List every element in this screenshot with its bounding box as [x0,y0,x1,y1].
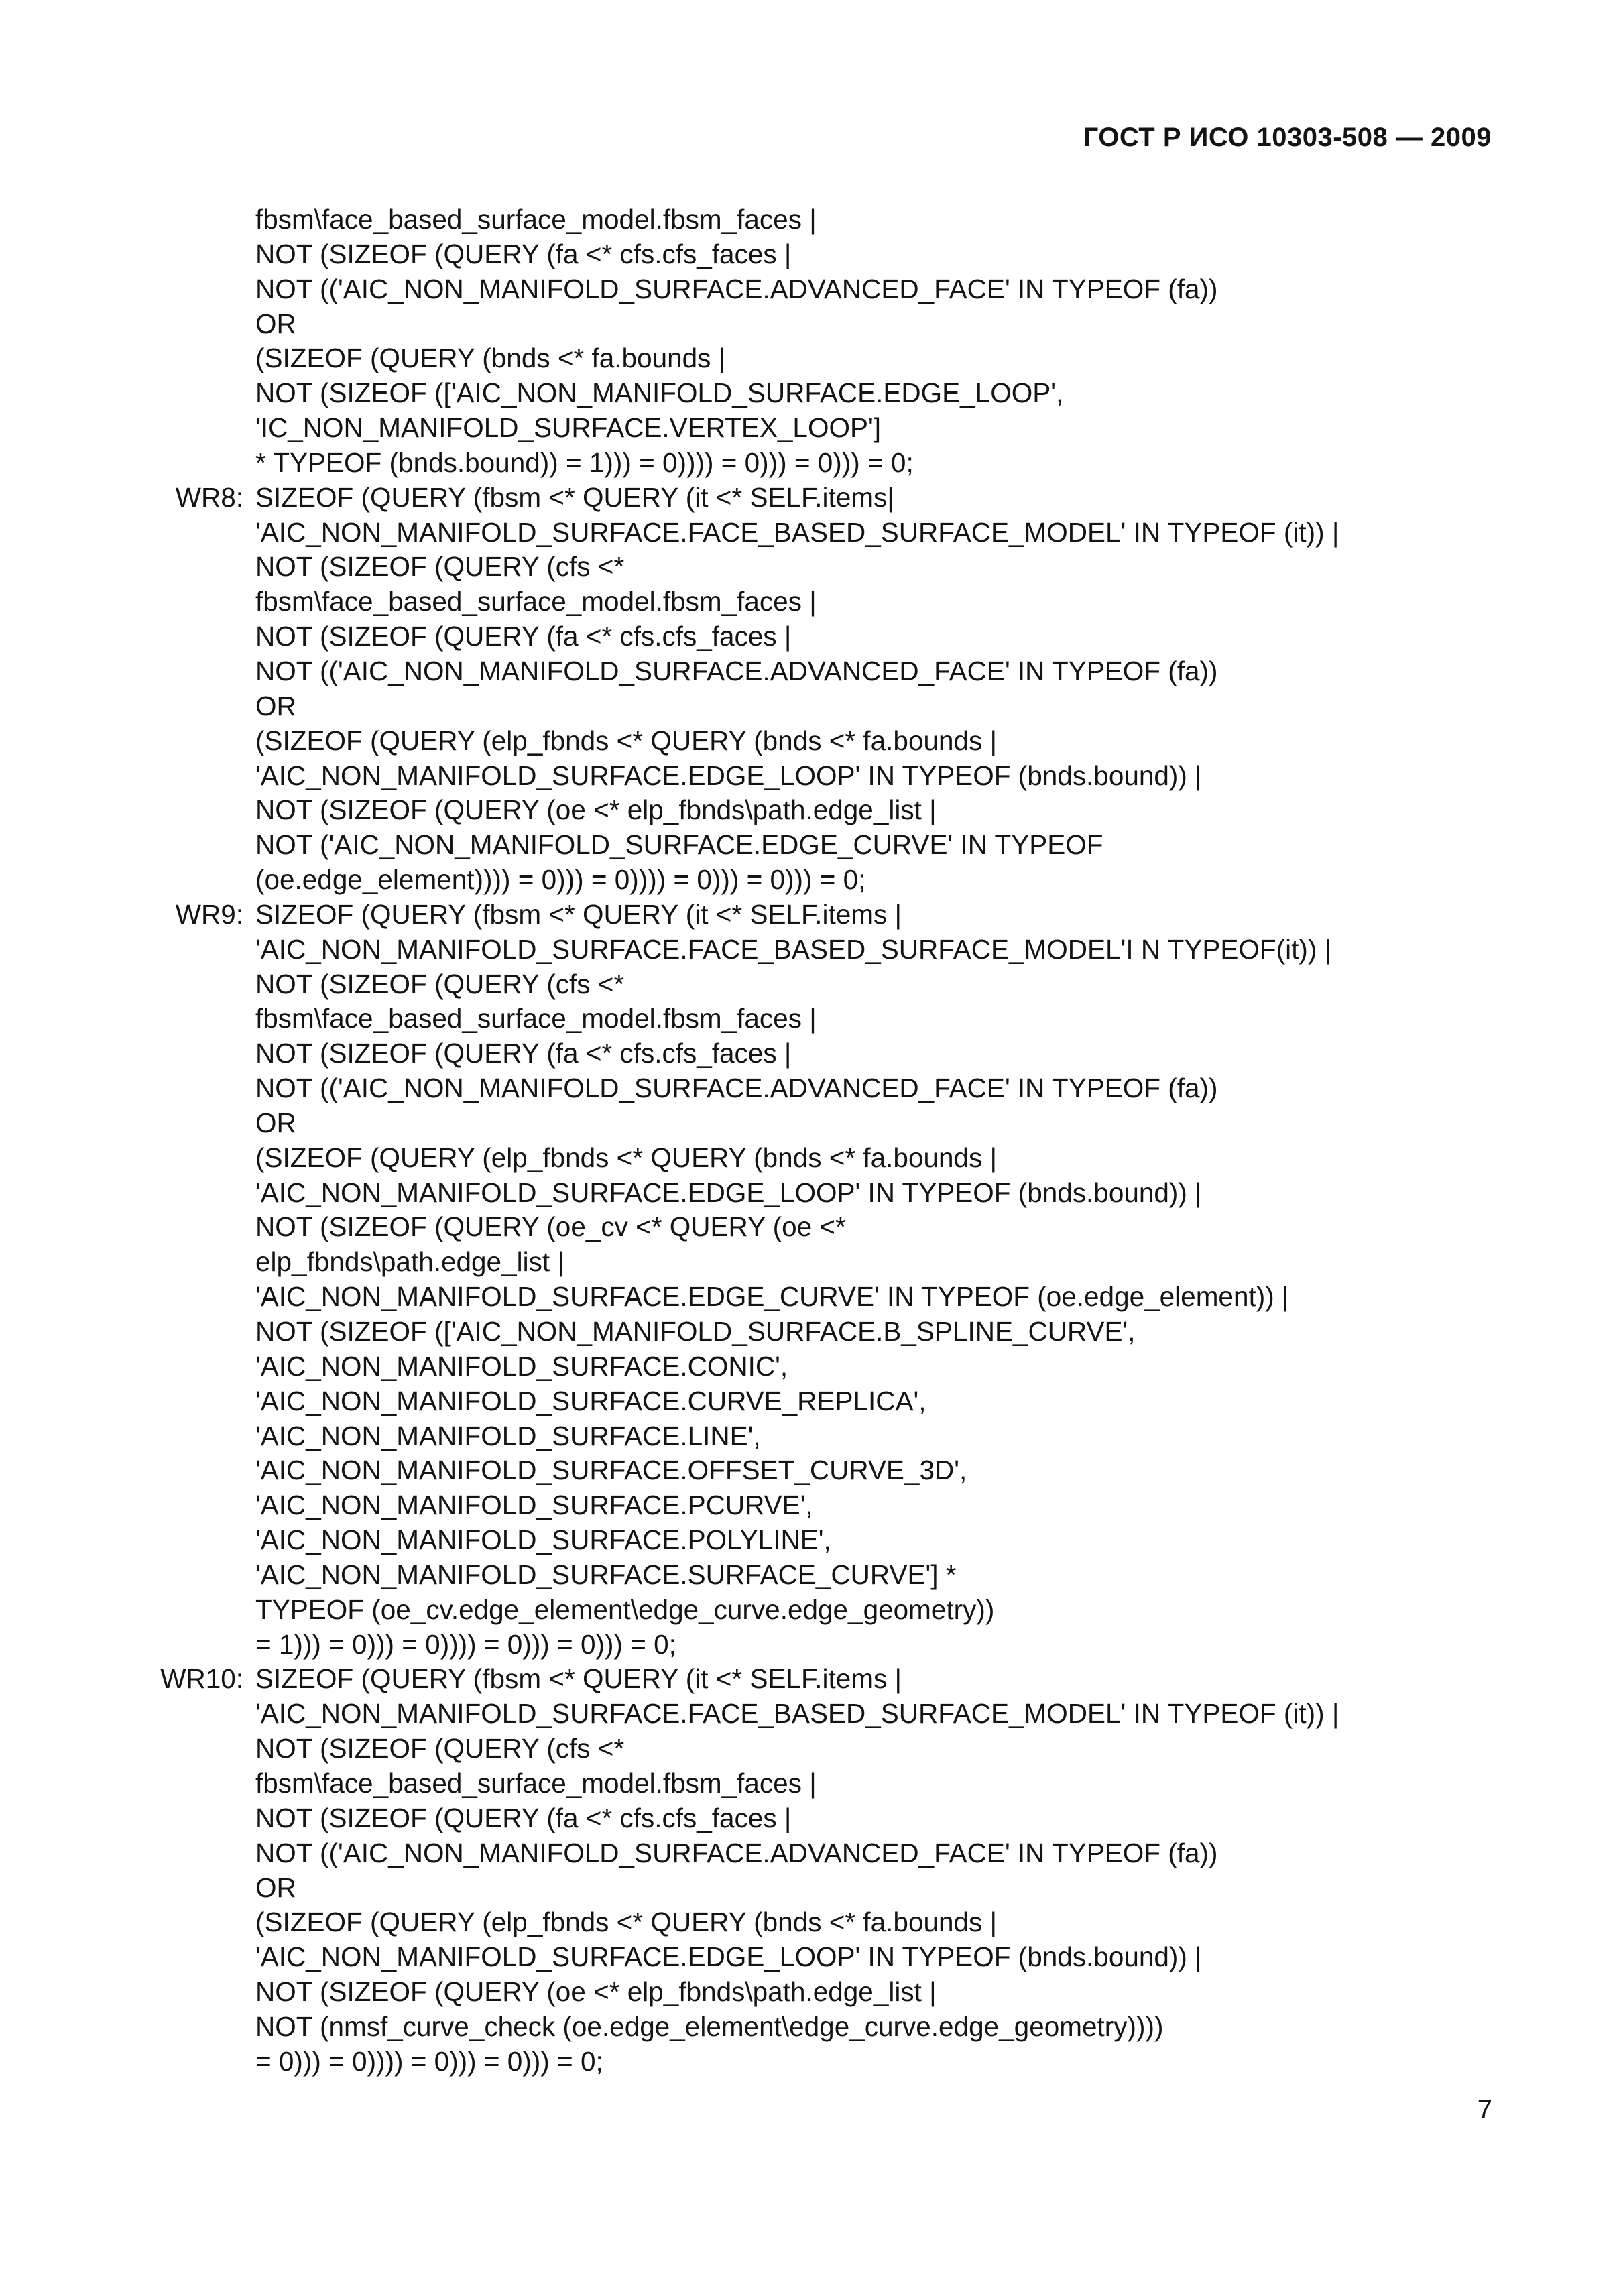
rule-line-labeled [0,898,1623,932]
rule-text: NOT (('AIC_NON_MANIFOLD_SURFACE.ADVANCED_FACE' IN TYPEOF (fa)) [255,655,1218,686]
rule-text: 'AIC_NON_MANIFOLD_SURFACE.PCURVE', [255,1490,813,1521]
rule-text: 'AIC_NON_MANIFOLD_SURFACE.FACE_BASED_SURFACE_MODEL' IN TYPEOF (it)) | [255,1698,1339,1730]
rule-line [0,341,1623,376]
rule-text: NOT (SIZEOF (['AIC_NON_MANIFOLD_SURFACE.B_SPLINE_CURVE', [255,1316,1136,1347]
rule-text: elp_fbnds\path.edge_list | [255,1246,564,1278]
rule-line [0,411,1623,446]
rules-listing [0,202,1623,2079]
rule-text: fbsm\face_based_surface_model.fbsm_faces | [255,204,817,235]
rule-text: NOT (SIZEOF (QUERY (cfs <* [255,551,625,583]
rule-text: 'AIC_NON_MANIFOLD_SURFACE.EDGE_LOOP' IN TYPEOF (bnds.bound)) | [255,1941,1202,1973]
rule-line [0,1697,1623,1732]
rule-line [0,724,1623,759]
rule-label: WR9: [175,898,243,930]
rule-text: 'AIC_NON_MANIFOLD_SURFACE.EDGE_LOOP' IN TYPEOF (bnds.bound)) | [255,760,1202,791]
rule-line [0,1801,1623,1836]
rule-text: OR [255,308,296,339]
rule-line [0,1593,1623,1628]
rule-text: NOT (('AIC_NON_MANIFOLD_SURFACE.ADVANCED_FACE' IN TYPEOF (fa)) [255,273,1218,304]
rule-text: (oe.edge_element)))) = 0))) = 0)))) = 0))) = 0))) = 0; [255,864,866,896]
rule-line [0,828,1623,863]
rule-line [0,1384,1623,1419]
rule-text: 'AIC_NON_MANIFOLD_SURFACE.POLYLINE', [255,1524,831,1556]
rule-text: fbsm\face_based_surface_model.fbsm_faces | [255,1003,817,1034]
rule-line [0,1628,1623,1663]
rule-line [0,1523,1623,1558]
rule-line [0,1558,1623,1593]
rule-line-labeled [0,481,1623,516]
rule-line [0,1905,1623,1940]
rule-text: NOT (('AIC_NON_MANIFOLD_SURFACE.ADVANCED_FACE' IN TYPEOF (fa)) [255,1073,1218,1104]
rule-text: = 1))) = 0))) = 0)))) = 0))) = 0))) = 0; [255,1628,676,1660]
rule-text: NOT (SIZEOF (QUERY (oe_cv <* QUERY (oe <* [255,1211,846,1243]
rule-line [0,967,1623,1002]
rule-text: 'IC_NON_MANIFOLD_SURFACE.VERTEX_LOOP'] [255,412,881,444]
rule-line [0,376,1623,411]
rule-text: 'AIC_NON_MANIFOLD_SURFACE.SURFACE_CURVE'] * [255,1559,957,1590]
rule-line [0,550,1623,585]
rule-text: OR [255,1107,296,1138]
rule-line [0,202,1623,237]
rule-label: WR8: [175,481,243,513]
rule-line [0,1036,1623,1071]
rule-line [0,654,1623,689]
rule-line [0,2045,1623,2079]
rule-text: NOT (SIZEOF (QUERY (fa <* cfs.cfs_faces | [255,621,792,652]
rule-text: NOT (SIZEOF (QUERY (fa <* cfs.cfs_faces | [255,1802,792,1833]
rule-text: NOT (SIZEOF (QUERY (oe <* elp_fbnds\path.edge_list | [255,1976,937,2008]
rule-text: (SIZEOF (QUERY (elp_fbnds <* QUERY (bnds <* fa.bounds | [255,1907,998,1938]
rule-text: 'AIC_NON_MANIFOLD_SURFACE.EDGE_CURVE' IN TYPEOF (oe.edge_element)) | [255,1281,1289,1313]
rule-line [0,585,1623,619]
rule-line [0,1106,1623,1141]
page-number: 7 [1477,2095,1492,2124]
rule-text: NOT (SIZEOF (QUERY (cfs <* [255,968,625,1000]
rule-line [0,516,1623,550]
rule-text: 'AIC_NON_MANIFOLD_SURFACE.OFFSET_CURVE_3D', [255,1455,967,1486]
rule-text: TYPEOF (oe_cv.edge_element\edge_curve.edge_geometry)) [255,1593,995,1625]
rule-line [0,1975,1623,2010]
rule-line [0,1453,1623,1488]
rule-line [0,1419,1623,1454]
rule-line-labeled [0,1662,1623,1697]
rule-line [0,272,1623,307]
standard-id: ГОСТ Р ИСО 10303-508 — 2009 [1083,123,1492,152]
rule-text: OR [255,1872,296,1903]
rule-line [0,1766,1623,1801]
rule-text: NOT ('AIC_NON_MANIFOLD_SURFACE.EDGE_CURVE' IN TYPEOF [255,829,1103,861]
rule-line [0,307,1623,342]
rule-line [0,1280,1623,1315]
rule-text: 'AIC_NON_MANIFOLD_SURFACE.FACE_BASED_SURFACE_MODEL' IN TYPEOF (it)) | [255,516,1339,548]
rule-line [0,1002,1623,1036]
rule-line [0,619,1623,654]
rule-line [0,689,1623,724]
rule-line [0,1071,1623,1106]
rule-text: NOT (SIZEOF (QUERY (oe <* elp_fbnds\path.edge_list | [255,794,937,826]
rule-line [0,1245,1623,1280]
rule-line [0,1176,1623,1211]
rule-text: 'AIC_NON_MANIFOLD_SURFACE.LINE', [255,1420,761,1451]
rule-line [0,446,1623,481]
rule-label: WR10: [160,1663,243,1695]
rule-line [0,932,1623,967]
rule-text: fbsm\face_based_surface_model.fbsm_faces | [255,586,817,617]
document-header [1083,123,1492,153]
rule-text: NOT (SIZEOF (['AIC_NON_MANIFOLD_SURFACE.EDGE_LOOP', [255,377,1064,409]
rule-line [0,1349,1623,1384]
rule-line [0,863,1623,898]
rule-line [0,759,1623,794]
rule-line [0,1488,1623,1523]
rule-line [0,2010,1623,2045]
rule-text: NOT (nmsf_curve_check (oe.edge_element\edge_curve.edge_geometry)))) [255,2010,1164,2042]
rule-text: NOT (('AIC_NON_MANIFOLD_SURFACE.ADVANCED_FACE' IN TYPEOF (fa)) [255,1837,1218,1868]
rule-text: NOT (SIZEOF (QUERY (fa <* cfs.cfs_faces | [255,1038,792,1069]
rule-text: SIZEOF (QUERY (fbsm <* QUERY (it <* SELF.items | [255,898,902,930]
rule-text: = 0))) = 0)))) = 0))) = 0))) = 0; [255,2045,603,2077]
rule-text: (SIZEOF (QUERY (bnds <* fa.bounds | [255,343,726,374]
rule-text: * TYPEOF (bnds.bound)) = 1))) = 0)))) = 0))) = 0))) = 0; [255,446,914,478]
rule-text: SIZEOF (QUERY (fbsm <* QUERY (it <* SELF.items | [255,1663,902,1695]
rule-line [0,793,1623,828]
rule-line [0,1871,1623,1906]
rule-line [0,237,1623,272]
rule-text: NOT (SIZEOF (QUERY (fa <* cfs.cfs_faces | [255,238,792,269]
rule-text: SIZEOF (QUERY (fbsm <* QUERY (it <* SELF.items| [255,481,894,513]
rule-text: 'AIC_NON_MANIFOLD_SURFACE.EDGE_LOOP' IN TYPEOF (bnds.bound)) | [255,1176,1202,1208]
rule-line [0,1836,1623,1871]
rule-text: (SIZEOF (QUERY (elp_fbnds <* QUERY (bnds <* fa.bounds | [255,725,998,756]
rule-line [0,1315,1623,1349]
rule-line [0,1732,1623,1766]
rule-text: NOT (SIZEOF (QUERY (cfs <* [255,1733,625,1764]
rule-text: 'AIC_NON_MANIFOLD_SURFACE.CONIC', [255,1350,788,1382]
rule-line [0,1141,1623,1176]
rule-text: 'AIC_NON_MANIFOLD_SURFACE.CURVE_REPLICA', [255,1385,926,1416]
rule-text: fbsm\face_based_surface_model.fbsm_faces | [255,1767,817,1799]
rule-text: OR [255,690,296,721]
rule-text: (SIZEOF (QUERY (elp_fbnds <* QUERY (bnds <* fa.bounds | [255,1142,998,1173]
rule-line [0,1210,1623,1245]
rule-line [0,1940,1623,1975]
rule-text: 'AIC_NON_MANIFOLD_SURFACE.FACE_BASED_SURFACE_MODEL'I N TYPEOF(it)) | [255,933,1332,965]
